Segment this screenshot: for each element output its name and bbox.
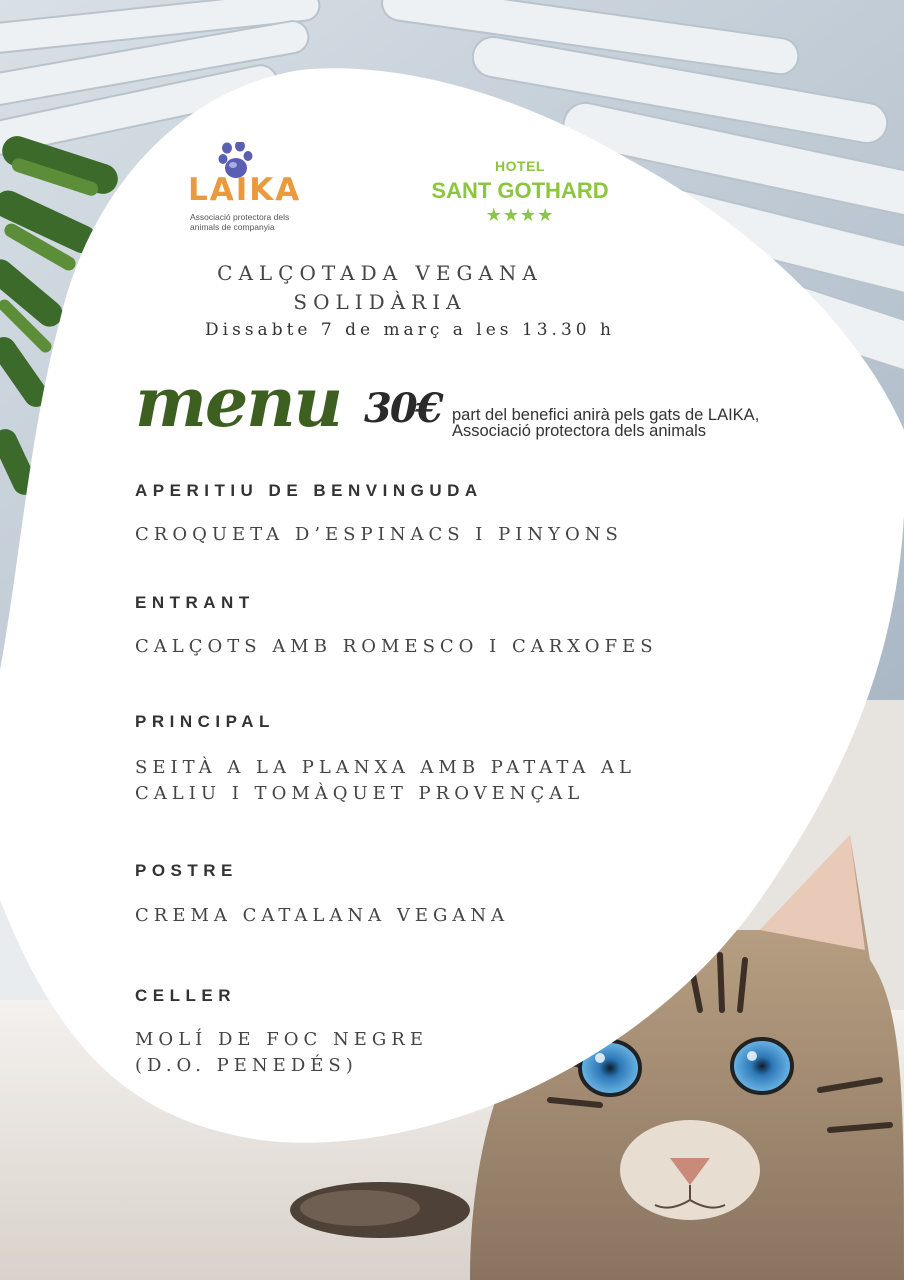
hotel-logo-name: SANT GOTHARD — [431, 178, 609, 203]
section-item-celler-line1: MOLÍ DE FOC NEGRE — [135, 1029, 428, 1050]
event-date: Dissabte 7 de març a les 13.30 h — [205, 320, 615, 340]
benefit-note-line2: Associació protectora dels animals — [452, 422, 707, 440]
menu-script-title: menu — [135, 363, 342, 443]
laika-tagline-line1: Associació protectora dels — [190, 212, 290, 222]
hotel-logo-line1: HOTEL — [495, 158, 545, 174]
menu-price: 30€ — [364, 385, 442, 432]
section-heading-principal: PRINCIPAL — [135, 712, 275, 731]
event-title-line1: CALÇOTADA VEGANA — [217, 261, 543, 285]
benefit-note — [452, 407, 892, 439]
section-heading-entrant: ENTRANT — [135, 593, 255, 612]
section-item-principal-line2: CALIU I TOMÀQUET PROVENÇAL — [135, 783, 585, 804]
section-heading-celler: CELLER — [135, 986, 236, 1005]
laika-logo-tagline — [190, 212, 300, 232]
laika-logo-wordmark: LAIKA — [188, 172, 302, 208]
section-item-principal-line1: SEITÀ A LA PLANXA AMB PATATA AL — [135, 757, 637, 778]
section-item-postre: CREMA CATALANA VEGANA — [135, 905, 510, 926]
section-heading-aperitiu: APERITIU DE BENVINGUDA — [135, 481, 483, 500]
section-item-celler-line2: (D.O. PENEDÉS) — [135, 1055, 358, 1076]
section-item-entrant: CALÇOTS AMB ROMESCO I CARXOFES — [135, 636, 658, 657]
benefit-note-line1: part del benefici anirà pels gats de LAIKA, — [452, 406, 760, 424]
laika-tagline-line2: animals de companyia — [190, 222, 275, 232]
hotel-stars-icon: ★★★★ — [485, 205, 555, 225]
event-title-line2: SOLIDÀRIA — [293, 290, 467, 314]
section-item-aperitiu: CROQUETA D’ESPINACS I PINYONS — [135, 524, 623, 545]
section-heading-postre: POSTRE — [135, 861, 238, 880]
